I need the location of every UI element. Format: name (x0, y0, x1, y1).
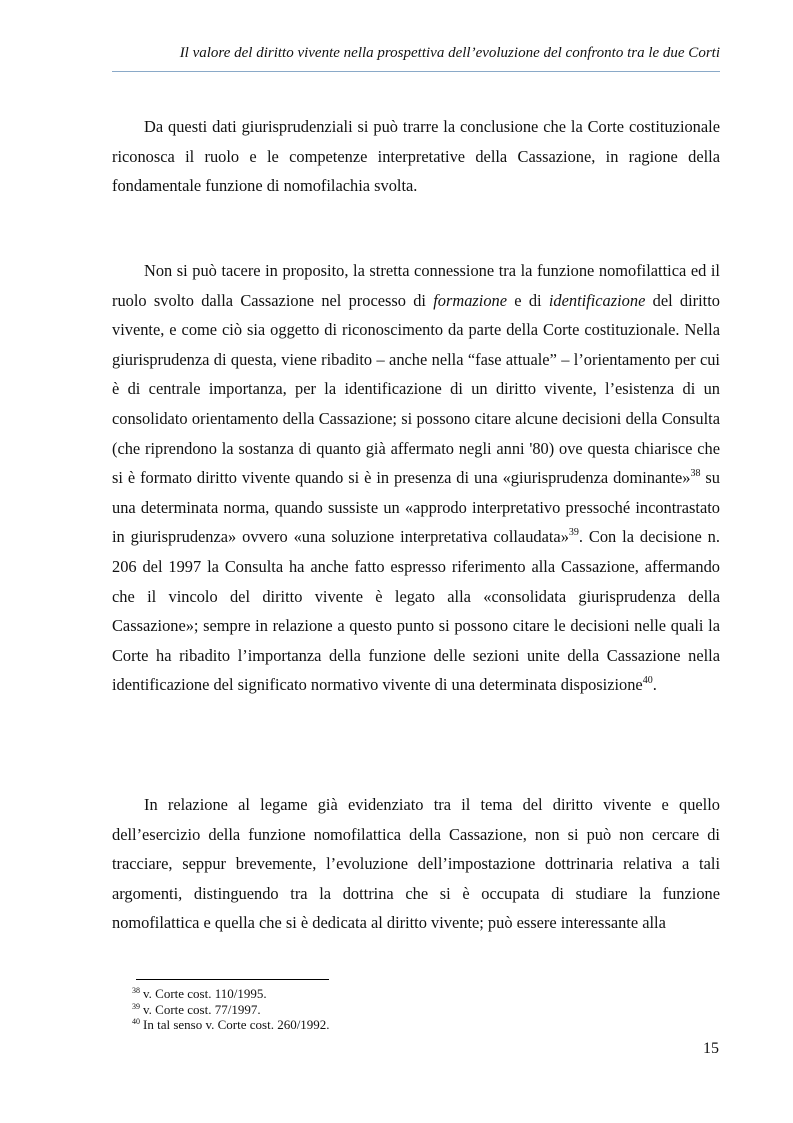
footnote-text: In tal senso v. Corte cost. 260/1992. (143, 1017, 330, 1032)
term-identificazione: identificazione (548, 290, 646, 310)
paragraph-3: In relazione al legame già evidenziato tra il tema del diritto vivente e quello dell’esercizio della funzione nomofilattica della Cassazione, non si può non cercare di tracciare, seppur brevemente, l’evoluzione dell’impostazione dottrinaria relativa a tali argomenti, distinguendo tra la dottrina che si è occupata di studiare la funzione nomofilattica e quella che si è dedicata al diritto vivente; può essere interessante alla (112, 795, 720, 933)
footnote-number: 38 (132, 986, 140, 995)
footnote-separator (136, 979, 329, 980)
paragraph-2-text: . (652, 675, 657, 695)
footnote-text: v. Corte cost. 110/1995. (143, 986, 267, 1001)
paragraph-2-text: e di (507, 290, 549, 310)
page-number: 15 (703, 1040, 719, 1057)
term-formazione: formazione (433, 290, 508, 310)
paragraph-2-text: su una determinata norma, quando sussiste un «approdo interpretativo pressoché incontrastato in giurisprudenza» ovvero «una soluzione interpretativa collaudata» (112, 468, 720, 547)
footnote-ref-38[interactable]: 38 (690, 468, 701, 480)
header-divider (112, 71, 720, 72)
paragraph-2-text: . Con la decisione n. 206 del 1997 la Consulta ha anche fatto espresso riferimento alla Cassazione, affermando che il vincolo del diritto vivente è legato alla «consolidata giurisprudenza della Cassazione»; sempre in relazione a questo punto si possono citare le decisioni nelle quali la Corte ha ribadito l’importanza della funzione delle sezioni unite della Cassazione nella identificazione del significato normativo vivente di una determinata disposizione (112, 527, 720, 695)
paragraph-2-text: del diritto vivente, e come ciò sia oggetto di riconoscimento da parte della Corte costituzionale. Nella giurisprudenza di questa, viene ribadito – anche nella “fase attuale” – l’orientamento per cui è di centrale importanza, per la identificazione di un diritto vivente, l’esistenza di un consolidato orientamento della Cassazione; si possono citare alcune decisioni della Consulta (che riprendono la sostanza di quanto già affermato negli anni '80) ove questa chiarisce che si è formato diritto vivente quando si è in presenza di una «giurisprudenza dominante» (112, 290, 720, 488)
paragraph-2 (112, 256, 720, 700)
footnote-39 (132, 1002, 692, 1018)
footnote-number: 39 (132, 1001, 140, 1011)
paragraph-2-text: Non si può tacere in proposito, la stretta connessione tra la funzione nomofilattica ed il ruolo svolto dalla Cassazione nel processo di (112, 261, 720, 310)
paragraph-1: Da questi dati giurisprudenziali si può trarre la conclusione che la Corte costituzionale riconosca il ruolo e le competenze interpretative della Cassazione, in ragione della fondamentale funzione di nomofilachia svolta. (112, 117, 720, 196)
footnote-number: 40 (132, 1017, 140, 1026)
footnote-ref-39[interactable]: 39 (568, 527, 579, 539)
footnote-40 (132, 1017, 692, 1033)
footnote-text: v. Corte cost. 77/1997. (143, 1001, 261, 1017)
running-header: Il valore del diritto vivente nella prospettiva dell’evoluzione del confronto tra le due Corti (179, 45, 720, 61)
footnote-38 (132, 986, 692, 1002)
footnote-ref-40[interactable]: 40 (642, 675, 653, 687)
footnotes (132, 986, 692, 1033)
